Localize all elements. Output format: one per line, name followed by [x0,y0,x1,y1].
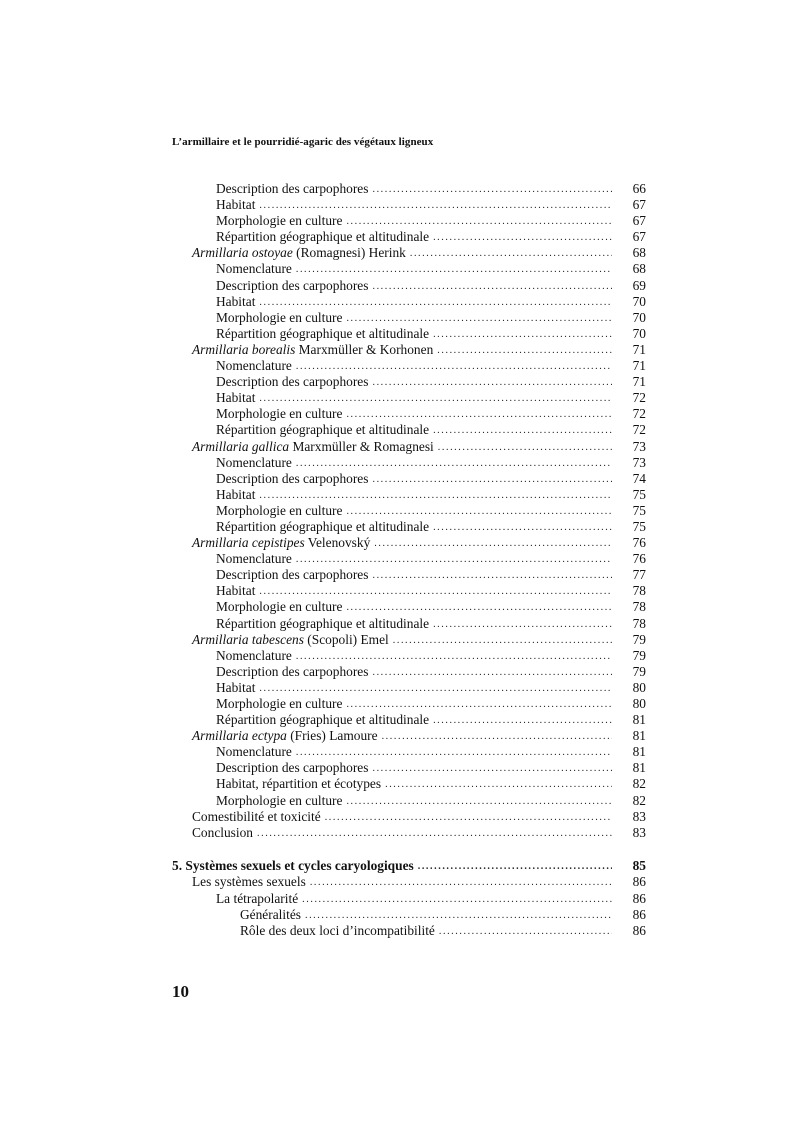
toc-entry-label [192,728,378,744]
dot-leader [346,697,612,713]
chapter-heading [172,858,646,874]
toc-page-number: 86 [632,874,646,890]
dot-leader [410,246,612,262]
toc-entry [172,278,646,294]
dot-leader [372,761,612,777]
toc-entry [172,326,646,342]
toc-entry-label [192,342,433,358]
toc-entry [172,616,646,632]
toc-entry [172,229,646,245]
toc-entry [172,680,646,696]
toc-page-number: 77 [632,567,646,583]
toc-entry-label: Morphologie en culture [216,696,343,711]
toc-page-number: 67 [632,229,646,245]
dot-leader [418,859,612,875]
toc-entry [172,567,646,583]
toc-page-number: 75 [632,486,646,502]
toc-entry-label: Nomenclature [216,261,292,277]
toc-entry [172,519,646,535]
dot-leader [346,311,612,327]
toc-entry-label: Description des carpophores [216,374,369,390]
dot-leader [259,488,612,504]
dot-leader [372,279,612,295]
toc-entry-label: Répartition géographique et altitudinale [216,229,430,245]
toc-entry [172,583,646,599]
toc-entry [172,664,646,680]
section-gap [172,841,646,859]
toc-page-number: 66 [632,181,646,196]
toc-entry [172,455,646,471]
toc-entry-label [192,245,406,261]
toc-page-number: 73 [632,454,646,470]
dot-leader [346,407,612,423]
dot-leader [346,794,612,810]
toc-entry-label: Morphologie en culture [216,309,343,325]
toc-page-number: 72 [632,422,646,438]
toc-entry [172,891,646,907]
dot-leader [296,262,612,278]
toc-page-number: 67 [632,197,646,213]
toc-entry [172,599,646,615]
toc-entry [172,793,646,809]
toc-page-number: 83 [632,824,646,840]
toc-page-number: 85 [632,858,646,874]
page-number: 10 [172,982,189,1001]
toc-entry-label: 5. Systèmes sexuels et cycles caryologiques [172,858,414,874]
toc-entry [172,551,646,567]
toc-page-number: 73 [632,438,646,454]
toc-entry-label: Habitat [216,390,256,406]
toc-page-number: 78 [632,615,646,631]
toc-entry-label: Répartition géographique et altitudinale [216,422,430,438]
toc-entry [172,294,646,310]
species-name: Armillaria ostoyae [192,245,293,261]
toc-page-number: 81 [632,760,646,776]
toc-entry [172,907,646,923]
toc-entry-label: Habitat, répartition et écotypes [216,776,382,792]
toc-page-number: 78 [632,599,646,615]
toc-entry-label: Nomenclature [216,551,292,567]
toc-page-number: 68 [632,261,646,277]
toc-entry-label: La tétrapolarité [216,890,299,906]
toc-entry-label: Rôle des deux loci d’incompatibilité [240,922,435,938]
dot-leader [346,214,612,230]
toc-entry [172,712,646,728]
toc-entry [172,809,646,825]
toc-page-number: 79 [632,647,646,663]
toc-entry [172,471,646,487]
toc-entry [172,406,646,422]
toc-entry-label: Nomenclature [216,744,292,760]
toc-page-number: 86 [632,922,646,938]
species-authority: Marxmüller & Romagnesi [289,438,434,454]
dot-leader [296,649,612,665]
species-authority: (Scopoli) Emel [303,631,389,647]
toc-entry-label: Description des carpophores [216,470,369,486]
dot-leader [382,729,612,745]
toc-page-number: 79 [632,631,646,647]
toc-entry [172,374,646,390]
toc-page-number: 80 [632,696,646,711]
dot-leader [296,359,612,375]
toc-entry [172,342,646,358]
toc-entry-label [192,632,389,648]
dot-leader [296,456,612,472]
dot-leader [302,892,612,908]
dot-leader [437,343,612,359]
toc-page-number: 80 [632,679,646,695]
toc-page-number: 70 [632,309,646,325]
toc-entry [172,310,646,326]
toc-entry-label: Habitat [216,293,256,309]
toc-page-number: 72 [632,390,646,406]
toc-page-number: 70 [632,325,646,341]
dot-leader [325,810,612,826]
toc-entry [172,696,646,712]
toc-entry [172,744,646,760]
species-authority: (Romagnesi) Herink [292,245,406,261]
dot-leader [259,295,612,311]
toc-entry-label: Répartition géographique et altitudinale [216,712,430,728]
toc-entry [172,923,646,939]
toc-entry [172,776,646,792]
toc-entry [172,197,646,213]
dot-leader [438,440,612,456]
toc-page-number: 74 [632,470,646,486]
toc-entry-label: Morphologie en culture [216,406,343,422]
toc-entry-label: Habitat [216,679,256,695]
dot-leader [433,327,612,343]
dot-leader [385,777,612,793]
toc-entry-label: Description des carpophores [216,181,369,196]
dot-leader [296,552,612,568]
dot-leader [310,875,612,891]
toc-entry-label [192,439,434,455]
toc-entry [172,535,646,551]
dot-leader [372,472,612,488]
dot-leader [259,391,612,407]
toc-page-number: 76 [632,535,646,551]
toc-entry-label: Habitat [216,583,256,599]
toc-entry [172,390,646,406]
dot-leader [433,617,612,633]
toc-entry-label: Description des carpophores [216,567,369,583]
toc-page-number: 76 [632,551,646,567]
toc-entry-label: Morphologie en culture [216,502,343,518]
toc-page-number: 79 [632,663,646,679]
dot-leader [372,375,612,391]
toc-page-number: 86 [632,906,646,922]
toc-page-number: 71 [632,374,646,390]
toc-entry-label: Habitat [216,197,256,213]
toc-entry [172,245,646,261]
toc-entry-label [192,535,370,551]
dot-leader [433,230,612,246]
species-authority: (Fries) Lamoure [286,728,378,744]
toc-page-number: 86 [632,890,646,906]
species-authority: Velenovský [304,535,371,551]
toc-entry-label: Description des carpophores [216,663,369,679]
dot-leader [305,908,612,924]
toc-entry-label: Conclusion [192,824,254,840]
toc-page-number: 71 [632,358,646,374]
dot-leader [257,826,612,842]
species-name: Armillaria cepistipes [192,535,305,551]
toc-entry-label: Répartition géographique et altitudinale [216,325,430,341]
toc-entry-label: Description des carpophores [216,277,369,293]
toc-entry-label: Habitat [216,486,256,502]
table-of-contents [172,181,646,939]
dot-leader [259,681,612,697]
toc-entry-label: Morphologie en culture [216,213,343,229]
toc-page-number: 72 [632,406,646,422]
toc-entry [172,261,646,277]
toc-page-number: 82 [632,792,646,808]
dot-leader [439,924,612,940]
toc-entry-label: Comestibilité et toxicité [192,808,321,824]
toc-page-number: 70 [632,293,646,309]
toc-page-number: 81 [632,744,646,760]
dot-leader [433,713,612,729]
toc-entry [172,487,646,503]
toc-entry [172,728,646,744]
toc-page-number: 67 [632,213,646,229]
toc-entry-label: Répartition géographique et altitudinale [216,518,430,534]
dot-leader [259,584,612,600]
species-name: Armillaria tabescens [192,631,304,647]
dot-leader [372,182,612,198]
toc-page-number: 82 [632,776,646,792]
species-name: Armillaria borealis [192,341,296,357]
toc-entry-label: Morphologie en culture [216,599,343,615]
dot-leader [433,423,612,439]
toc-page-number: 69 [632,277,646,293]
toc-entry-label: Nomenclature [216,647,292,663]
toc-entry [172,422,646,438]
toc-page-number: 75 [632,502,646,518]
toc-entry [172,213,646,229]
toc-entry [172,760,646,776]
species-authority: Marxmüller & Korhonen [295,341,434,357]
toc-page-number: 81 [632,728,646,744]
dot-leader [259,198,612,214]
dot-leader [372,665,612,681]
toc-page-number: 78 [632,583,646,599]
toc-entry-label: Description des carpophores [216,760,369,776]
toc-entry-label: Généralités [240,906,301,922]
toc-entry [172,874,646,890]
toc-entry-label: Les systèmes sexuels [192,874,306,890]
toc-page-number: 71 [632,341,646,357]
dot-leader [374,536,612,552]
toc-entry [172,358,646,374]
toc-entry-label: Répartition géographique et altitudinale [216,615,430,631]
toc-entry [172,632,646,648]
toc-entry [172,648,646,664]
toc-entry [172,825,646,841]
toc-page-number: 83 [632,808,646,824]
dot-leader [372,568,612,584]
toc-entry-label: Nomenclature [216,454,292,470]
dot-leader [346,600,612,616]
toc-entry-label: Nomenclature [216,358,292,374]
toc-entry [172,439,646,455]
toc-entry [172,181,646,197]
toc-entry [172,503,646,519]
dot-leader [433,520,612,536]
running-header: L’armillaire et le pourridié-agaric des végétaux ligneux [172,136,434,148]
species-name: Armillaria ectypa [192,728,287,744]
dot-leader [346,504,612,520]
dot-leader [296,745,612,761]
species-name: Armillaria gallica [192,438,290,454]
toc-page-number: 68 [632,245,646,261]
toc-entry-label: Morphologie en culture [216,792,343,808]
toc-page-number: 75 [632,518,646,534]
dot-leader [393,633,612,649]
toc-page-number: 81 [632,712,646,728]
